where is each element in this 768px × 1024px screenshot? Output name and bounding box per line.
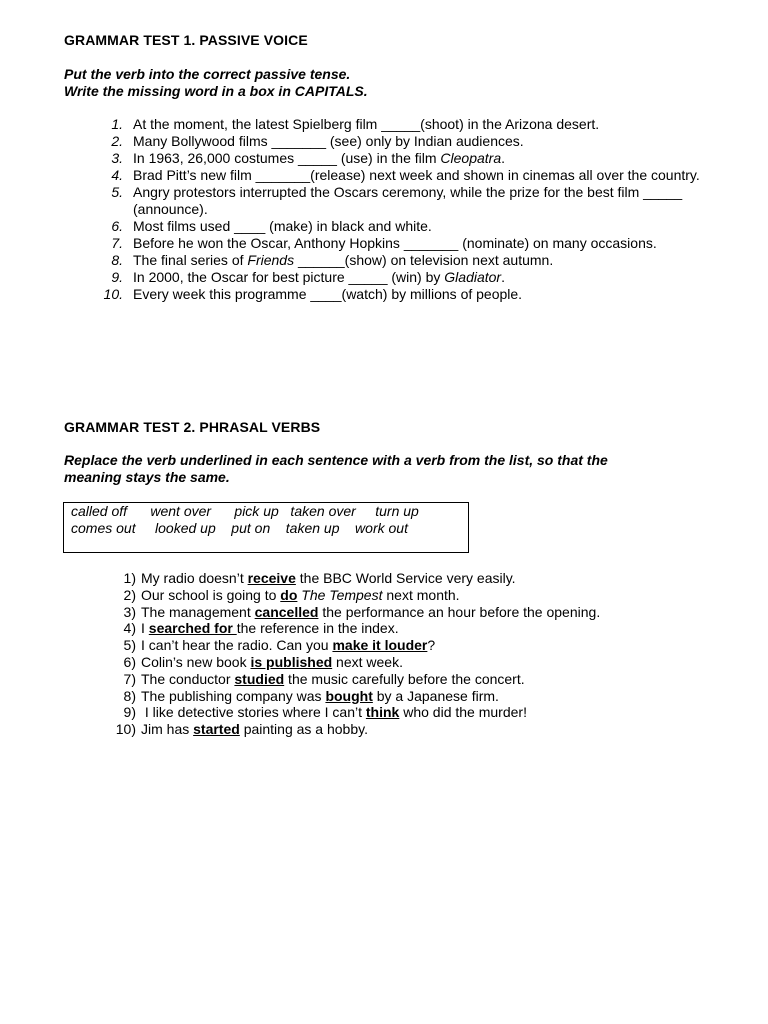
- test2-question-10: [0, 721, 768, 738]
- question-text: [133, 150, 708, 167]
- test2-title: GRAMMAR TEST 2. PHRASAL VERBS: [64, 419, 321, 435]
- question-text: [133, 286, 708, 303]
- question-number: 5.: [111, 184, 123, 200]
- test2-question-7: [0, 671, 768, 688]
- test2-instruction-1: Replace the verb underlined in each sentence with a verb from the list, so that the: [64, 452, 608, 468]
- test1-title: GRAMMAR TEST 1. PASSIVE VOICE: [64, 32, 308, 48]
- test2-question-6: [0, 654, 768, 671]
- test1-question-10: [0, 286, 768, 303]
- text-run: I can’t hear the radio. Can you: [141, 637, 333, 654]
- test1-instruction-2: Write the missing word in a box in CAPITALS.: [64, 83, 368, 99]
- question-number: 3.: [111, 150, 123, 166]
- text-run: next week.: [332, 653, 403, 670]
- test2-question-8: [0, 688, 768, 705]
- italic-title: Cleopatra: [440, 150, 502, 166]
- text-run: Brad Pitt’s new film _______(release) next week and shown in cinemas all over the country.: [133, 167, 700, 183]
- test2-question-2: [0, 587, 768, 604]
- question-number: 10.: [103, 286, 123, 302]
- test1-instruction-1: Put the verb into the correct passive tense.: [64, 66, 351, 82]
- italic-title: The Tempest: [301, 586, 383, 603]
- underlined-verb: cancelled: [254, 603, 319, 620]
- text-run: ?: [427, 637, 436, 654]
- text-run: the BBC World Service very easily.: [295, 570, 516, 586]
- test1-question-4: [0, 167, 768, 184]
- text-run: At the moment, the latest Spielberg film _____(shoot) in the Arizona desert.: [133, 116, 600, 132]
- text-run: the music carefully before the concert.: [284, 670, 525, 687]
- text-run: the reference in the index.: [236, 620, 399, 637]
- text-run: In 1963, 26,000 costumes _____ (use) in the film: [133, 150, 441, 166]
- underlined-verb: searched for: [148, 620, 237, 637]
- question-number: 6): [123, 653, 136, 670]
- test1-question-6: [0, 218, 768, 235]
- question-text: [133, 167, 708, 184]
- test2-question-4: [0, 620, 768, 637]
- word-list-row-2: comes out looked up put on taken up work out: [71, 520, 408, 536]
- underlined-verb: make it louder: [332, 637, 428, 654]
- question-text: [141, 604, 768, 621]
- italic-title: Gladiator: [444, 269, 502, 285]
- text-run: The management: [141, 603, 255, 620]
- question-text: [141, 654, 768, 671]
- text-run: The conductor: [141, 670, 235, 687]
- question-text: [141, 570, 768, 587]
- text-run: The final series of: [133, 252, 248, 268]
- word-list-row-1: called off went over pick up taken over turn up: [71, 503, 419, 519]
- underlined-verb: think: [365, 704, 400, 721]
- text-run: painting as a hobby.: [239, 721, 368, 738]
- question-number: 2): [123, 586, 136, 603]
- question-text: [133, 116, 708, 133]
- text-run: the performance an hour before the opening.: [318, 603, 601, 620]
- question-number: 7.: [111, 235, 123, 251]
- text-run: who did the murder!: [399, 704, 527, 721]
- italic-title: Friends: [247, 252, 295, 268]
- test1-question-list: [0, 116, 768, 303]
- text-run: Before he won the Oscar, Anthony Hopkins _______ (nominate) on many occasions.: [133, 235, 657, 251]
- text-run: Most films used ____ (make) in black and white.: [133, 218, 432, 234]
- question-number: 1.: [111, 116, 123, 132]
- question-number: 8): [123, 687, 136, 704]
- test2-instruction-2: meaning stays the same.: [64, 469, 230, 485]
- underlined-verb: is published: [250, 653, 333, 670]
- question-text: [141, 704, 768, 721]
- question-number: 6.: [111, 218, 123, 234]
- question-number: 9.: [111, 269, 123, 285]
- text-run: by a Japanese firm.: [372, 687, 499, 704]
- underlined-verb: do: [280, 586, 298, 603]
- question-text: [141, 688, 768, 705]
- text-run: Every week this programme ____(watch) by millions of people.: [133, 286, 523, 302]
- test1-question-9: [0, 269, 768, 286]
- test2-question-3: [0, 604, 768, 621]
- text-run: My radio doesn’t: [141, 570, 248, 586]
- question-text: [141, 620, 768, 637]
- question-number: 3): [123, 603, 136, 620]
- question-number: 2.: [111, 133, 123, 149]
- question-number: 4): [123, 620, 136, 637]
- text-run: Angry protestors interrupted the Oscars ceremony, while the prize for the best film _____ (announce).: [133, 184, 687, 217]
- question-number: 5): [123, 637, 136, 654]
- question-text: [133, 252, 708, 269]
- question-text: [133, 133, 708, 150]
- text-run: Jim has: [141, 721, 194, 738]
- question-number: 8.: [111, 252, 123, 268]
- question-text: [133, 218, 708, 235]
- question-text: [133, 184, 708, 218]
- text-run: I like detective stories where I can’t: [141, 704, 366, 721]
- test1-question-5: [0, 184, 768, 218]
- text-run: The publishing company was: [141, 687, 326, 704]
- text-run: .: [501, 150, 505, 166]
- underlined-verb: started: [193, 721, 240, 738]
- test1-question-3: [0, 150, 768, 167]
- question-number: 10): [115, 721, 136, 738]
- test1-question-7: [0, 235, 768, 252]
- test2-question-5: [0, 637, 768, 654]
- underlined-verb: receive: [247, 570, 296, 586]
- test2-question-9: [0, 704, 768, 721]
- question-text: [141, 587, 768, 604]
- text-run: Colin’s new book: [141, 653, 251, 670]
- question-number: 7): [123, 670, 136, 687]
- question-text: [141, 637, 768, 654]
- question-number: 4.: [111, 167, 123, 183]
- question-text: [133, 235, 708, 252]
- text-run: In 2000, the Oscar for best picture _____ (win) by: [133, 269, 445, 285]
- underlined-verb: studied: [234, 670, 285, 687]
- question-text: [141, 721, 768, 738]
- text-run: Our school is going to: [141, 586, 281, 603]
- question-text: [133, 269, 708, 286]
- test1-question-1: [0, 116, 768, 133]
- question-number: 9): [123, 704, 136, 721]
- text-run: Many Bollywood films _______ (see) only by Indian audiences.: [133, 133, 524, 149]
- question-text: [141, 671, 768, 688]
- text-run: I: [141, 620, 149, 637]
- test2-question-list: [0, 570, 768, 738]
- underlined-verb: bought: [325, 687, 373, 704]
- test1-question-2: [0, 133, 768, 150]
- text-run: next month.: [382, 586, 460, 603]
- question-number: 1): [123, 570, 136, 586]
- text-run: .: [501, 269, 505, 285]
- text-run: ______(show) on television next autumn.: [294, 252, 554, 268]
- test1-question-8: [0, 252, 768, 269]
- test2-question-1: [0, 570, 768, 587]
